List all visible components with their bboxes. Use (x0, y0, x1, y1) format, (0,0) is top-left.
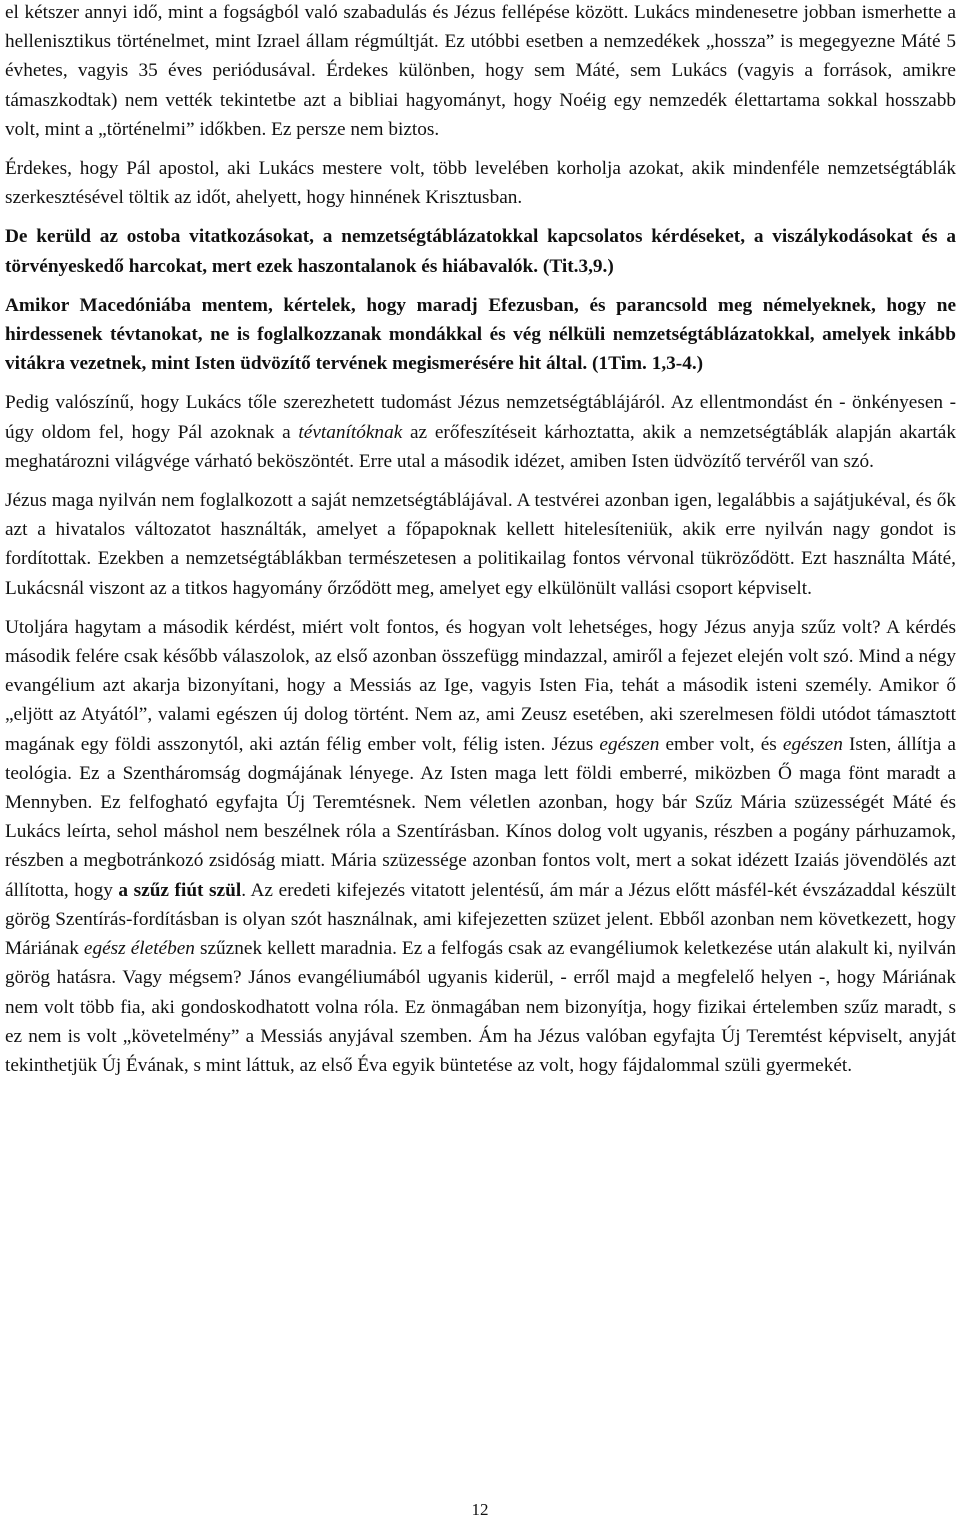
paragraph (5, 291, 956, 379)
text-run: az erőfeszítéseit kárhoztatta, akik a nemzetségtáblák alapján akarták meghatározni világvége várható beköszöntét. Erre utal a második idézet, amiben Isten üdvözítő tervéről van szó. (5, 421, 956, 472)
text-run: szűznek kellett maradnia. Ez a felfogás csak az evangéliumok keletkezése után alakult ki, nyilván görög hatásra. Vagy mégsem? János evangéliumából ugyanis kiderül, - erről majd a megfelelő helyen -, hogy Máriának nem volt több fia, aki gondoskodhatott volna róla. Ez önmagában nem bizonyítja, hogy fizikai értelemben szűz maradt, s ez nem is volt „követelmény” a Messiás anyjával szemben. Ám ha Jézus valóban egyfajta Új Teremtést képviselt, anyját tekinthetjük Új Évának, s mint láttuk, az első Éva egyik büntetése az volt, hogy fájdalommal szüli gyermekét. (5, 938, 956, 1076)
emphasis: egész életében (83, 938, 195, 960)
strong-text: a szűz fiút szül (118, 879, 242, 901)
text-run: Jézus maga nyilván nem foglalkozott a saját nemzetségtáblájával. A testvérei azonban igen, legalábbis a sajátjukéval, és ők azt a hivatalos változatot használták, amelyet a főpapoknak kellett hitelesíteniük, akik erre nyilván nagy gondot is fordítottak. Ezekben a nemzetségtáblákban természetesen a politikailag fontos vérvonal tükröződött. Ezt használta Máté, Lukácsnál viszont az a titkos hagyomány őrződött meg, amelyet egy elkülönült vallási csoport képviselt. (5, 490, 956, 599)
paragraph (5, 0, 956, 144)
emphasis: tévtanítóknak (298, 421, 403, 443)
page-number: 12 (471, 1500, 489, 1519)
text-run: ember volt, és (659, 733, 783, 755)
text-run: . Az eredeti kifejezés vitatott jelentésű, ám már a Jézus előtt másfél-két évszázaddal készült görög Szentírás-fordításban is olyan szót használnak, ami kifejezetten szüzet jelent. Ebből azonban nem következett, hogy Máriának (5, 879, 956, 960)
text-run: Utoljára hagytam a második kérdést, miért volt fontos, és hogyan volt lehetséges, hogy Jézus anyja szűz volt? A kérdés második felére csak később válaszolok, az első azonban összefügg mindazzal, amiről a fejezet elején volt szó. Mind a négy evangélium azt akarja bizonyítani, hogy a Messiás az Ige, vagyis Isten Fia, tehát a második isteni személy. Amikor ő „eljött az Atyától”, valami egészen új dolog történt. Nem az, ami Zeusz esetében, aki szerelmesen földi utódot támasztott magának egy földi asszonytól, aki aztán félig ember volt, félig isten. Jézus (5, 616, 956, 755)
text-run: el kétszer annyi idő, mint a fogságból való szabadulás és Jézus fellépése között. Lukács mindenesetre jobban ismerhette a hellenisztikus történelmet, mint Izrael állam régmúltját. Ez utóbbi esetben a nemzedékek „hossza” is megegyezne Máté 5 évhetes, vagyis 35 éves periódusával. Érdekes különben, hogy sem Máté, sem Lukács (vagyis a források, amikre támaszkodtak) nem vették tekintetbe azt a bibliai hagyományt, hogy Noéig egy nemzedék élettartama sokkal hosszabb volt, mint a „történelmi” időkben. Ez persze nem biztos. (5, 2, 956, 140)
paragraph (5, 154, 956, 212)
text-run: Isten, állítja a teológia. Ez a Szentháromság dogmájának lényege. Az Isten maga lett földi emberré, miközben Ő maga fönt maradt a Mennyben. Ez felfogható egyfajta Új Teremtésnek. Nem véletlen azonban, hogy bár Szűz Mária szüzességét Máté és Lukács leírta, sehol máshol nem beszélnek róla a Szentírásban. Kínos dolog volt ugyanis, részben a pogány párhuzamok, részben a megbotránkozó zsidóság miatt. Mária szüzessége azonban fontos volt, mert a sokat idézett Izaiás jövendölés azt állította, hogy (5, 733, 956, 901)
paragraph (5, 388, 956, 476)
text-run: Pedig valószínű, hogy Lukács tőle szerezhetett tudomást Jézus nemzetségtáblájáról. Az ellentmondást én - önkényesen - úgy oldom fel, hogy Pál azoknak a (5, 392, 956, 443)
paragraph (5, 222, 956, 280)
paragraph (5, 486, 956, 603)
text-run: Amikor Macedóniába mentem, kértelek, hogy maradj Efezusban, és parancsold meg némelyeknek, hogy ne hirdessenek tévtanokat, ne is foglalkozzanak mondákkal és vég nélküli nemzetségtáblázatokkal, amelyek inkább vitákra vezetnek, mint Isten üdvözítő tervének megismerésére hit által. (1Tim. 1,3-4.) (5, 294, 956, 375)
text-run: Érdekes, hogy Pál apostol, aki Lukács mestere volt, több levelében korholja azokat, akik mindenféle nemzetségtáblák szerkesztésével töltik az időt, ahelyett, hogy hinnének Krisztusban. (5, 158, 956, 209)
text-run: De kerüld az ostoba vitatkozásokat, a nemzetségtáblázatokkal kapcsolatos kérdéseket, a viszálykodásokat és a törvényeskedő harcokat, mert ezek haszontalanok és hiábavalók. (Tit.3,9.) (5, 226, 956, 277)
text-body (5, 0, 956, 1080)
emphasis: egészen (782, 733, 843, 755)
emphasis: egészen (599, 733, 660, 755)
paragraph (5, 613, 956, 1080)
